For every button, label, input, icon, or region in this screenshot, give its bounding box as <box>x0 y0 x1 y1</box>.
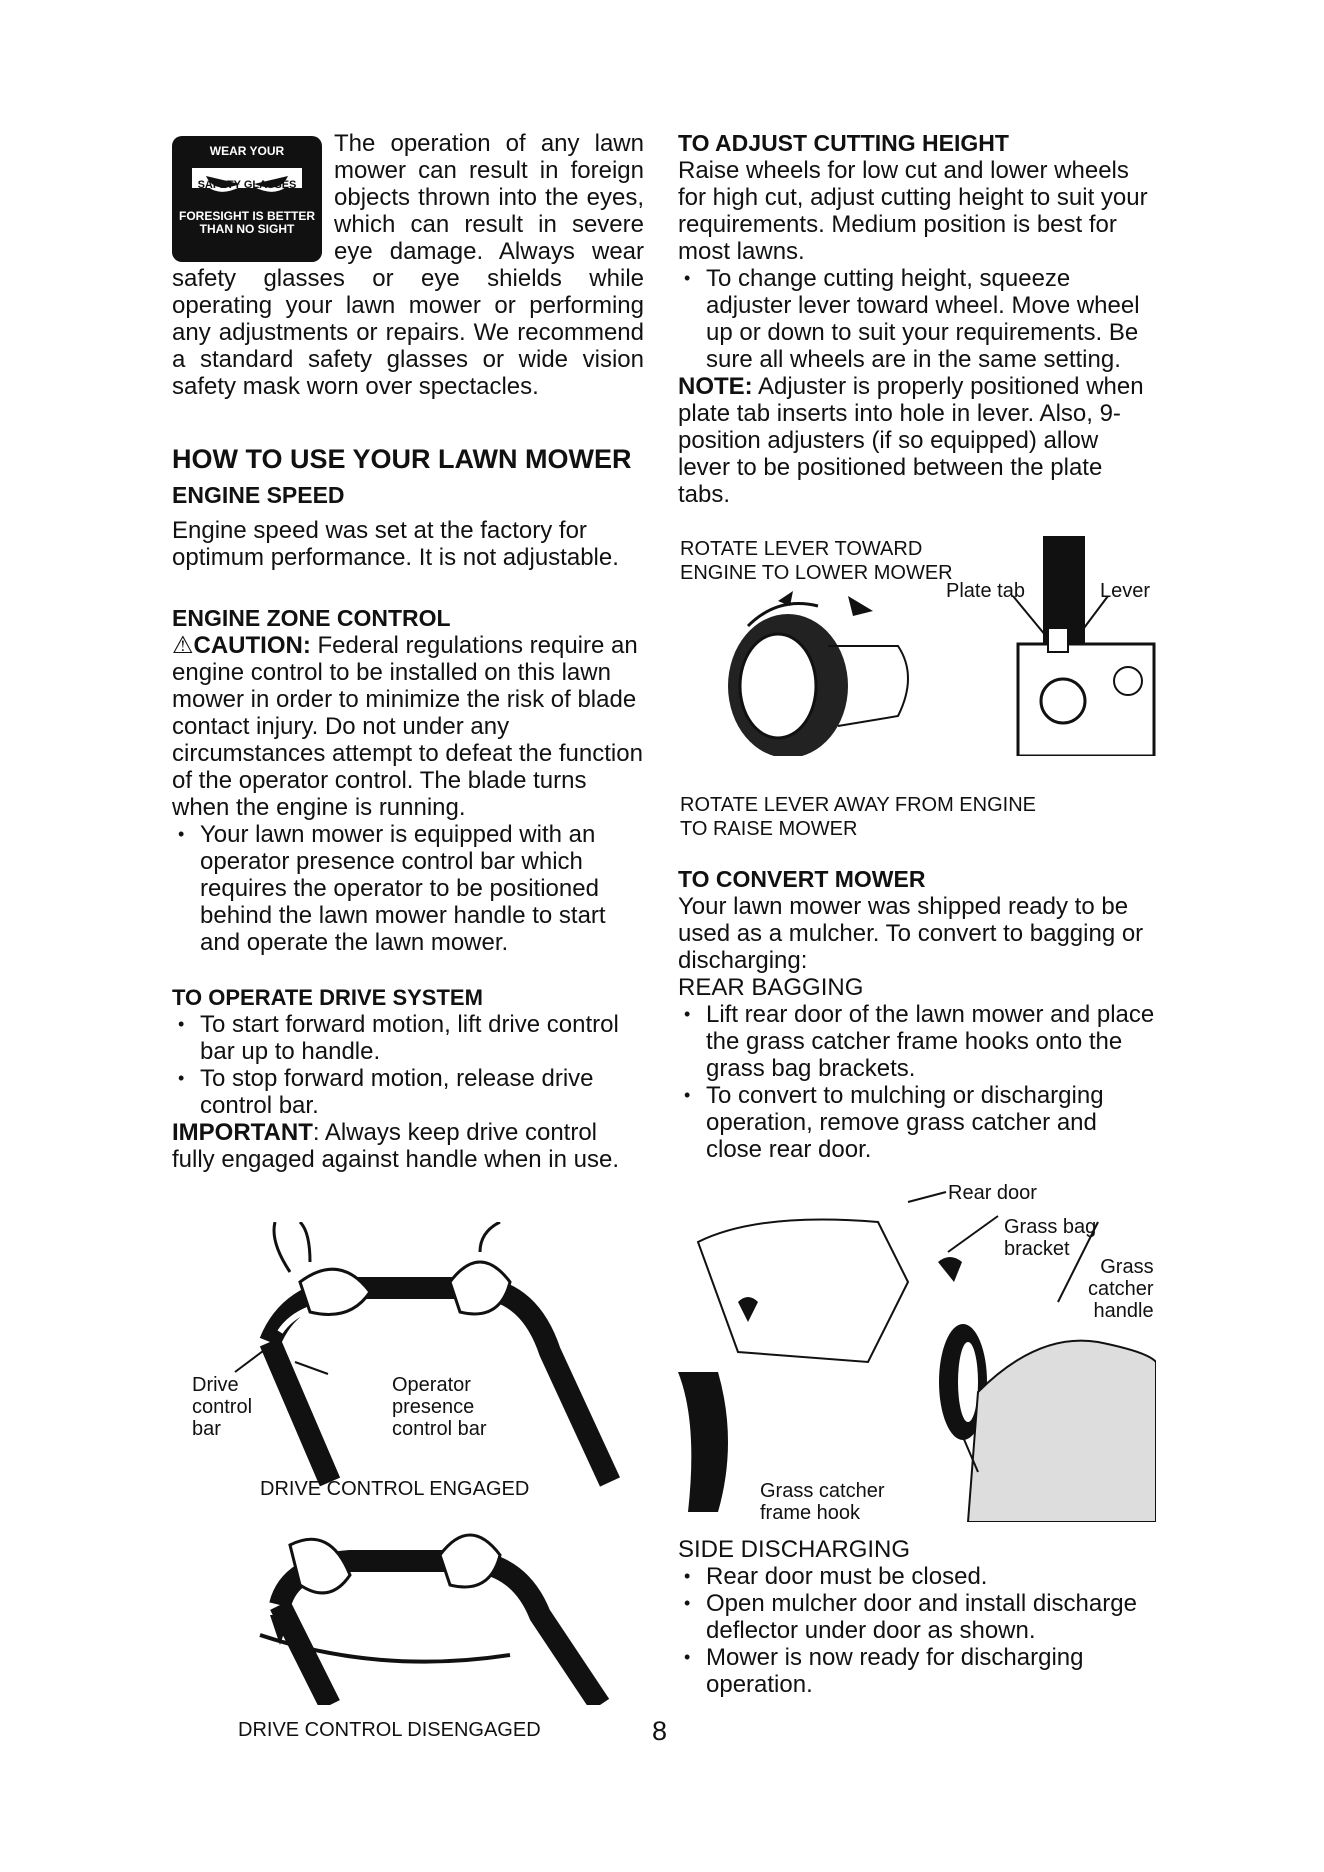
badge-line-3: FORESIGHT IS BETTER <box>178 209 315 223</box>
cutting-height-heading: TO ADJUST CUTTING HEIGHT <box>678 130 1009 156</box>
drive-system-heading: TO OPERATE DRIVE SYSTEM <box>172 985 483 1010</box>
convert-mower-section <box>678 866 1156 1163</box>
side-discharging-section <box>678 1536 1156 1698</box>
important-label: IMPORTANT <box>172 1119 313 1146</box>
cutting-height-figure <box>678 536 1156 840</box>
caution-paragraph <box>172 632 644 821</box>
drive-control-disengaged-figure <box>180 1505 620 1745</box>
handle-engaged-illustration <box>180 1222 620 1502</box>
badge-line-4: THAN NO SIGHT <box>199 222 295 236</box>
safety-glasses-badge <box>172 136 322 262</box>
zone-control-bullets <box>172 821 644 956</box>
important-paragraph <box>172 1119 644 1173</box>
list-item: • Lift rear door of the lawn mower and place the grass catcher frame hooks onto the grass bag brackets. <box>678 1001 1156 1082</box>
engine-speed-text: Engine speed was set at the factory for optimum performance. It is not adjustable. <box>172 517 619 571</box>
rotate-toward-caption-2: ENGINE TO LOWER MOWER <box>680 562 953 584</box>
caution-text: Federal regulations require an engine control to be installed on this lawn mower in order to minimize the risk of blade contact injury. Do not under any circumstances attempt to defeat the function of the operator control. The blade turns when the engine is running. <box>172 632 643 821</box>
how-to-use-title: HOW TO USE YOUR LAWN MOWER <box>172 444 632 474</box>
list-item: • Open mulcher door and install discharge deflector under door as shown. <box>678 1590 1156 1644</box>
caution-label: CAUTION: <box>193 632 311 659</box>
grass-bag-bracket-label: Grass bag bracket <box>1004 1216 1097 1260</box>
list-item: • To convert to mulching or discharging operation, remove grass catcher and close rear door. <box>678 1082 1156 1163</box>
rear-bagging-figure <box>678 1182 1156 1522</box>
list-item: • To stop forward motion, release drive control bar. <box>172 1065 644 1119</box>
drive-system-bullets <box>172 1011 644 1119</box>
operator-presence-label: Operator presence control bar <box>392 1374 487 1440</box>
grass-catcher-handle-label: Grass catcher handle <box>1088 1256 1154 1322</box>
badge-line-2: SAFETY GLASSES <box>197 179 297 191</box>
rear-bagging-bullets <box>678 1001 1156 1163</box>
list-item: • Your lawn mower is equipped with an operator presence control bar which requires the operator to be positioned behind the lawn mower handle to start and operate the lawn mower. <box>172 821 644 956</box>
lever-label: Lever <box>1100 580 1151 602</box>
drive-engaged-caption: DRIVE CONTROL ENGAGED <box>260 1478 530 1500</box>
list-item: • Rear door must be closed. <box>678 1563 1156 1590</box>
rotate-toward-caption-1: ROTATE LEVER TOWARD <box>680 538 923 560</box>
rotate-away-caption-2: TO RAISE MOWER <box>680 818 858 840</box>
note-label: NOTE: <box>678 373 753 400</box>
note-paragraph <box>678 373 1156 508</box>
caution-icon: ⚠ <box>172 632 194 659</box>
convert-mower-heading: TO CONVERT MOWER <box>678 866 926 892</box>
cutting-height-bullets <box>678 265 1156 373</box>
page-number: 8 <box>652 1716 668 1746</box>
wheel-adjuster-illustration <box>678 536 1156 756</box>
convert-mower-text: Your lawn mower was shipped ready to be used as a mulcher. To convert to bagging or discharging: <box>678 893 1144 974</box>
engine-speed-heading: ENGINE SPEED <box>172 482 345 508</box>
safety-intro-text: The operation of any lawn mower can result in foreign objects thrown into the eyes, which can result in severe eye damage. Always wear safety glasses or eye shields while operating your lawn mower or performing any adjustments or repairs. We recommend a standard safety glasses or wide vision safety mask worn over spectacles. <box>172 130 644 400</box>
side-discharging-heading: SIDE DISCHARGING <box>678 1536 911 1563</box>
drive-control-bar-label: Drive control bar <box>192 1374 253 1440</box>
note-text: Adjuster is properly positioned when plate tab inserts into hole in lever. Also, 9-position adjusters (if so equipped) allow lever to be positioned between the plate tabs. <box>678 373 1144 508</box>
badge-line-1: WEAR YOUR <box>209 144 285 158</box>
drive-disengaged-caption: DRIVE CONTROL DISENGAGED <box>238 1719 541 1741</box>
side-discharging-bullets <box>678 1563 1156 1698</box>
list-item: • To start forward motion, lift drive control bar up to handle. <box>172 1011 644 1065</box>
list-item: • Mower is now ready for discharging operation. <box>678 1644 1156 1698</box>
list-item: • To change cutting height, squeeze adjuster lever toward wheel. Move wheel up or down to suit your requirements. Be sure all wheels are in the same setting. <box>678 265 1156 373</box>
right-column <box>678 130 1156 508</box>
cutting-height-text: Raise wheels for low cut and lower wheels for high cut, adjust cutting height to suit your requirements. Medium position is best for most lawns. <box>678 157 1148 265</box>
grass-catcher-frame-hook-label: Grass catcher frame hook <box>760 1480 885 1524</box>
drive-control-engaged-figure <box>180 1222 620 1502</box>
engine-zone-control-heading: ENGINE ZONE CONTROL <box>172 605 451 631</box>
left-column <box>172 130 644 1173</box>
handle-disengaged-illustration <box>180 1505 620 1705</box>
plate-tab-label: Plate tab <box>946 580 1025 602</box>
rotate-away-caption-1: ROTATE LEVER AWAY FROM ENGINE <box>680 794 1036 816</box>
important-text: : Always keep drive control fully engaged against handle when in use. <box>172 1119 619 1173</box>
rear-bagging-heading: REAR BAGGING <box>678 974 864 1001</box>
rear-door-label: Rear door <box>948 1182 1037 1204</box>
